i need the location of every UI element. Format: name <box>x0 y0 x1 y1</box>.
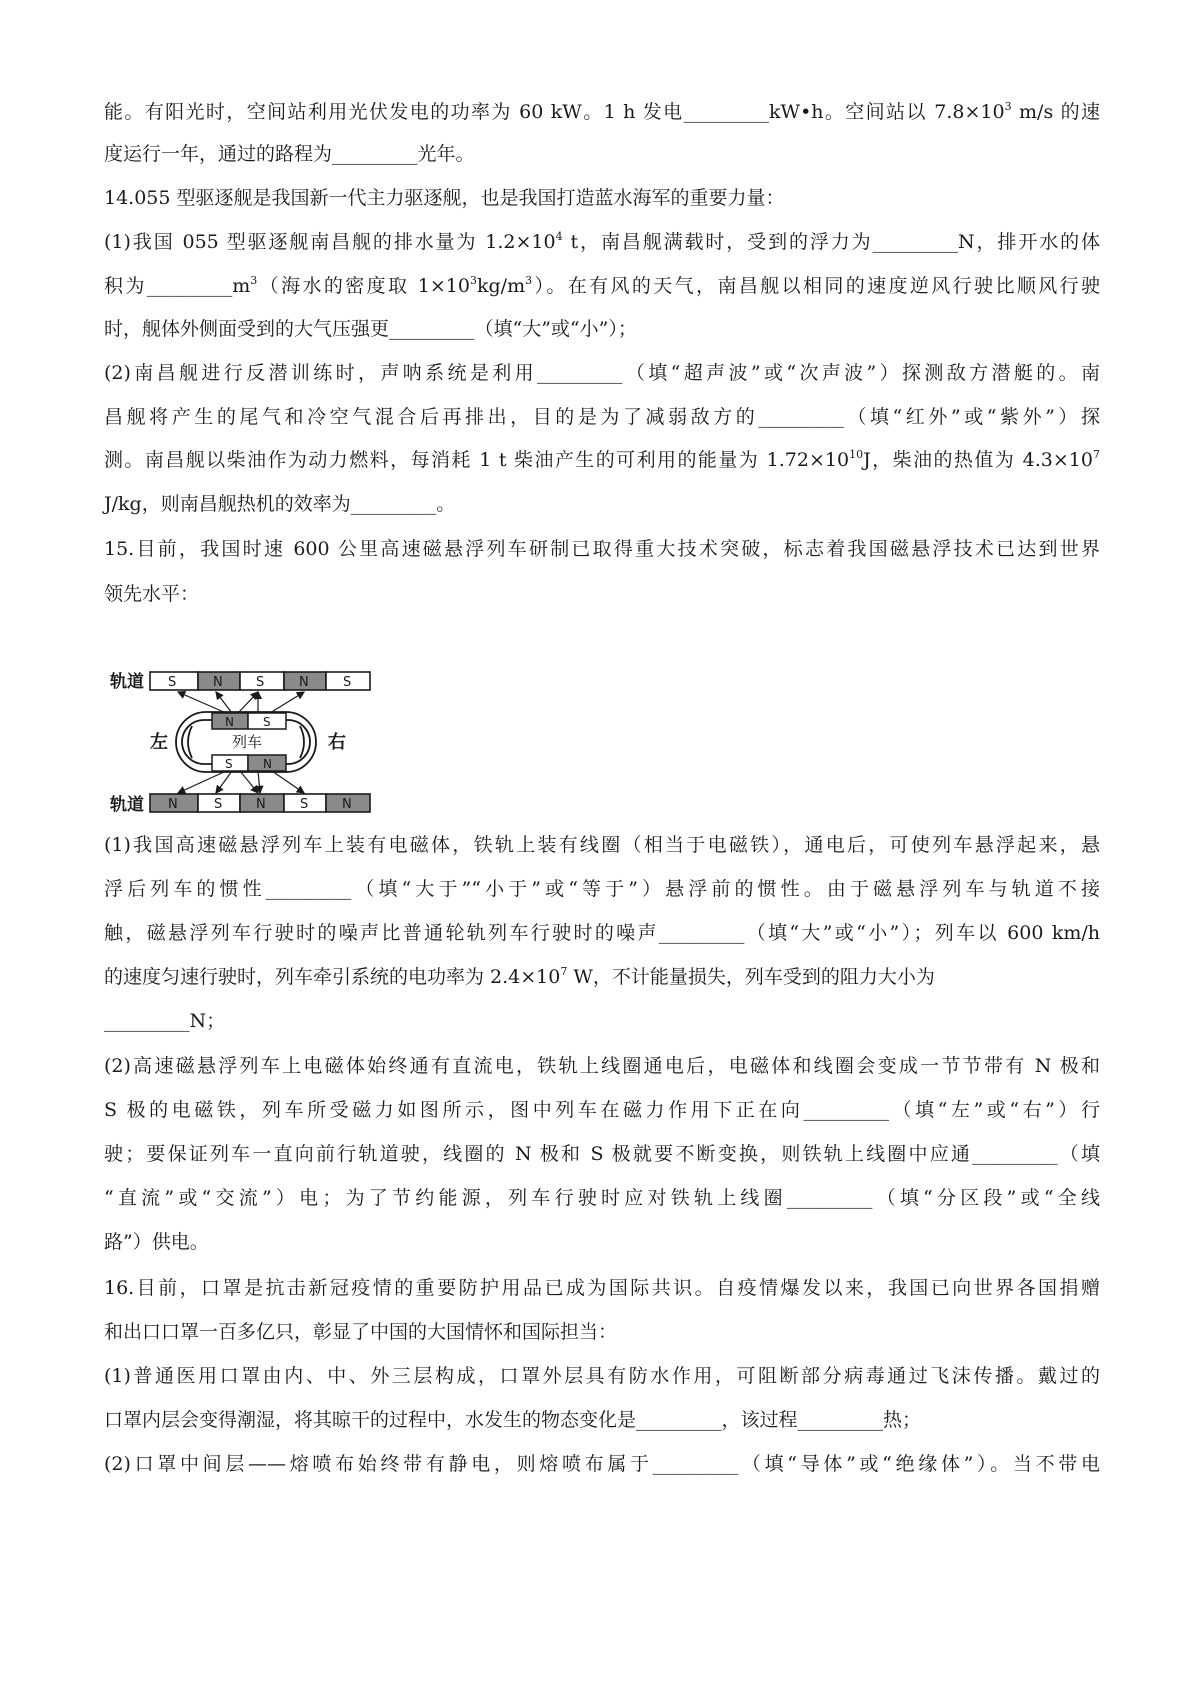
superscript: 7 <box>560 964 568 978</box>
pole-label: S <box>300 797 309 812</box>
pole-label: S <box>343 675 352 690</box>
text-line <box>104 1140 1100 1168</box>
pole-label: S <box>214 797 223 812</box>
text-span: 的速度匀速行驶时，列车牵引系统的电功率为 2.4×10 <box>104 966 561 988</box>
pole-label: N <box>342 797 352 812</box>
bottom-track-label: 轨道 <box>110 795 144 815</box>
question-14-heading <box>104 184 1100 212</box>
superscript: 3 <box>250 273 258 287</box>
superscript: 10 <box>849 447 864 461</box>
text-span: J，柴油的热值为 4.3×10 <box>863 449 1093 471</box>
text-span: 时，舰体外侧面受到的大气压强更_________（填“大”或“小”）； <box>104 318 637 340</box>
text-line <box>104 831 1100 859</box>
pole-label: N <box>263 757 272 771</box>
text-span: (2)口罩中间层——熔喷布始终带有静电，则熔喷布属于_________（填“导体”或“绝缘体”）。当不带电 <box>104 1453 1100 1475</box>
text-span: kg/m <box>477 275 526 297</box>
text-span: 路”）供电。 <box>104 1231 209 1253</box>
pole-label: N <box>225 715 234 729</box>
text-span: J/kg，则南昌舰热机的效率为_________。 <box>104 493 456 515</box>
train-right-window <box>300 726 304 758</box>
text-span: 14.055 型驱逐舰是我国新一代主力驱逐舰，也是我国打造蓝水海军的重要力量： <box>104 187 785 209</box>
train-top-magnets <box>212 713 286 729</box>
text-line <box>104 228 1100 256</box>
text-span: 触，磁悬浮列车行驶时的噪声比普通轮轨列车行驶时的噪声_________（填“大”或“小”）；列车以 600 km/h <box>104 922 1100 944</box>
text-line <box>104 1184 1100 1212</box>
pole-label: N <box>213 675 223 690</box>
superscript: 4 <box>555 229 563 243</box>
text-line <box>104 359 1100 387</box>
text-line <box>104 1450 1100 1478</box>
text-span: “直流”或“交流”）电；为了节约能源，列车行驶时应对铁轨上线圈_________（填“分区段”或“全线 <box>104 1187 1100 1209</box>
pole-label: S <box>263 715 271 729</box>
text-span: (2)高速磁悬浮列车上电磁体始终通有直流电，铁轨上线圈通电后，电磁体和线圈会变成一节节带有 N 极和 <box>104 1055 1100 1077</box>
force-arrow <box>258 771 260 793</box>
text-span: 测。南昌舰以柴油作为动力燃料，每消耗 1 t 柴油产生的可利用的能量为 1.72×10 <box>104 449 850 471</box>
text-line <box>104 919 1100 947</box>
text-span: 16.目前，口罩是抗击新冠疫情的重要防护用品已成为国际共识。自疫情爆发以来，我国已向世界各国捐赠 <box>104 1277 1100 1299</box>
pole-label: N <box>299 675 309 690</box>
text-line <box>104 875 1100 903</box>
text-line <box>104 272 1100 300</box>
text-span: 能。有阳光时，空间站利用光伏发电的功率为 60 kW。1 h 发电_________kW•h。空间站以 7.8×10 <box>104 101 1005 123</box>
text-line <box>104 1096 1100 1124</box>
text-line <box>104 1318 1100 1346</box>
text-span: 驶；要保证列车一直向前行轨道驶，线圈的 N 极和 S 极就要不断变换，则铁轨上线圈中应通_________（填 <box>104 1143 1100 1165</box>
text-line <box>104 490 1100 518</box>
text-span: ）。在有风的天气，南昌舰以相同的速度逆风行驶比顺风行驶 <box>532 275 1100 297</box>
force-arrow <box>240 771 258 793</box>
question-15-heading <box>104 535 1100 563</box>
text-line <box>104 963 1100 991</box>
force-arrow <box>272 771 304 793</box>
text-span: (1)我国高速磁悬浮列车上装有电磁体，铁轨上装有线圈（相当于电磁铁），通电后，可使列车悬浮起来，悬 <box>104 834 1100 856</box>
train-left-window <box>188 726 192 758</box>
text-span: (1)我国 055 型驱逐舰南昌舰的排水量为 1.2×10 <box>104 231 556 253</box>
text-span: W，不计能量损失，列车受到的阻力大小为 <box>567 966 935 988</box>
train-bottom-magnets <box>212 755 286 771</box>
left-label: 左 <box>150 732 168 753</box>
pole-label: S <box>225 757 233 771</box>
text-line <box>104 315 1100 343</box>
text-span: _________N； <box>104 1010 226 1032</box>
text-span: 15.目前，我国时速 600 公里高速磁悬浮列车研制已取得重大技术突破，标志着我国磁悬浮技术已达到世界 <box>104 538 1100 560</box>
superscript: 7 <box>1092 447 1100 461</box>
pole-label: S <box>168 675 177 690</box>
text-span: 领先水平： <box>104 583 200 605</box>
pole-label: N <box>256 797 266 812</box>
text-line <box>104 446 1100 474</box>
train-label: 列车 <box>232 733 263 751</box>
text-line <box>104 98 1100 126</box>
pole-label: S <box>256 675 265 690</box>
text-line <box>104 1362 1100 1390</box>
text-span: 和出口口罩一百多亿只，彰显了中国的大国情怀和国际担当： <box>104 1321 618 1343</box>
question-16-heading <box>104 1274 1100 1302</box>
text-span: (2)南昌舰进行反潜训练时，声呐系统是利用_________（填“超声波”或“次声波”）探测敌方潜艇的。南 <box>104 362 1100 384</box>
text-span: 浮后列车的惯性_________（填“大于”“小于”或“等于”）悬浮前的惯性。由于磁悬浮列车与轨道不接 <box>104 878 1100 900</box>
maglev-diagram <box>108 668 380 816</box>
text-line <box>104 403 1100 431</box>
text-line <box>104 1052 1100 1080</box>
pole-label: N <box>168 797 178 812</box>
text-span: 口罩内层会变得潮湿，将其晾干的过程中，水发生的物态变化是_________，该过程_________热； <box>104 1409 922 1431</box>
right-label: 右 <box>328 732 346 753</box>
text-span: 积为_________m <box>104 275 251 297</box>
top-track-label: 轨道 <box>110 672 144 692</box>
text-span: m/s 的速 <box>1011 101 1101 123</box>
superscript: 3 <box>525 273 533 287</box>
text-line <box>104 1406 1100 1434</box>
text-span: （海水的密度取 1×10 <box>257 275 470 297</box>
force-arrow <box>238 692 258 713</box>
force-arrow <box>270 692 304 713</box>
text-line <box>104 580 1100 608</box>
text-line <box>104 1228 1100 1256</box>
text-span: 度运行一年，通过的路程为_________光年。 <box>104 143 475 165</box>
text-span: (1)普通医用口罩由内、中、外三层构成，口罩外层具有防水作用，可阻断部分病毒通过飞沫传播。戴过的 <box>104 1365 1100 1387</box>
text-line <box>104 1007 1100 1035</box>
text-span: 昌舰将产生的尾气和冷空气混合后再排出，目的是为了减弱敌方的_________（填“红外”或“紫外”）探 <box>104 406 1100 428</box>
text-line <box>104 140 1100 168</box>
text-span: S 极的电磁铁，列车所受磁力如图所示，图中列车在磁力作用下正在向_________（填“左”或“右”）行 <box>104 1099 1100 1121</box>
maglev-figure-svg <box>108 668 380 816</box>
superscript: 3 <box>1004 99 1012 113</box>
text-span: t，南昌舰满载时，受到的浮力为_________N，排开水的体 <box>562 231 1100 253</box>
superscript: 3 <box>470 273 477 287</box>
